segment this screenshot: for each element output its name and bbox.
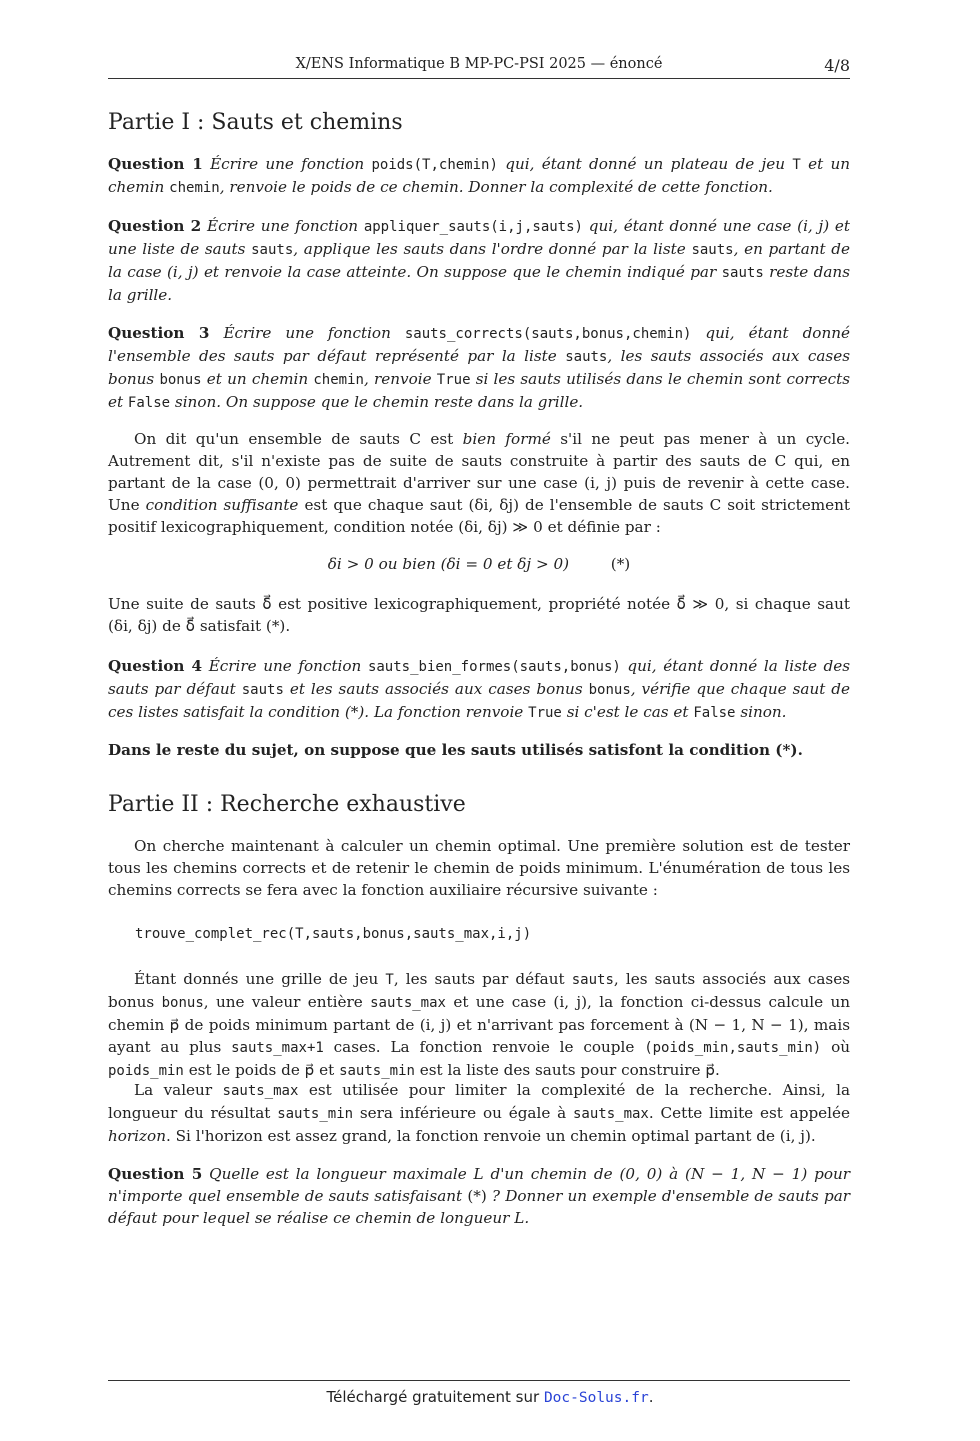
equation-star: δi > 0 ou bien (δi = 0 et δj > 0) (*): [327, 555, 631, 573]
footer-divider: [108, 1380, 850, 1381]
question-5: Question 5 Quelle est la longueur maximale L d'un chemin de (0, 0) à (N − 1, N − 1) pour n'importe quel ensemble de sauts satisfaisant (*) ? Donner un exemple d'ensemble de sauts par défaut pour lequel se réalise ce chemin de longueur L.: [108, 1165, 851, 1227]
header-title: X/ENS Informatique B MP-PC-PSI 2025 — énoncé: [295, 56, 663, 72]
page-header: [108, 56, 850, 79]
code-signature: trouve_complet_rec(T,sauts,bonus,sauts_max,i,j): [135, 926, 532, 942]
paragraph-suite-sauts: Une suite de sauts δ⃗ est positive lexicographiquement, propriété notée δ⃗ ≫ 0, si chaque saut (δi, δj) de δ⃗ satisfait (*).: [108, 595, 850, 635]
question-1: Question 1 Écrire une fonction poids(T,chemin) qui, étant donné un plateau de jeu T et un chemin chemin, renvoie le poids de ce chemin. Donner la complexité de cette fonction.: [108, 155, 851, 196]
paragraph-horizon: La valeur sauts_max est utilisée pour limiter la complexité de la recherche. Ainsi, la longueur du résultat sauts_min sera inférieure ou égale à sauts_max. Cette limite est appelée horizon. Si l'horizon est assez grand, la fonction renvoie un chemin optimal partant de (i, j).: [108, 1081, 851, 1145]
paragraph-bien-forme: On dit qu'un ensemble de sauts C est bien formé s'il ne peut pas mener à un cycle. Autrement dit, s'il n'existe pas de suite de sauts construite à partir des sauts de C qui, en partant de la case (0, 0) permettrait d'arriver sur une case (i, j) puis de revenir à cette case. Une condition suffisante est que chaque saut (δi, δj) de l'ensemble de sauts C soit strictement positif lexicographiquement, condition notée (δi, δj) ≫ 0 et définie par :: [108, 430, 851, 536]
part2-title: Partie II : Recherche exhaustive: [108, 792, 466, 817]
page-number: 4/8: [824, 56, 850, 75]
part1-title: Partie I : Sauts et chemins: [108, 110, 403, 135]
assumption-note: Dans le reste du sujet, on suppose que les sauts utilisés satisfont la condition (*).: [108, 741, 803, 759]
paragraph-recherche: On cherche maintenant à calculer un chemin optimal. Une première solution est de tester tous les chemins corrects et de retenir le chemin de poids minimum. L'énumération de tous les chemins corrects se fera avec la fonction auxiliaire récursive suivante :: [108, 837, 850, 899]
question-3: Question 3 Écrire une fonction sauts_corrects(sauts,bonus,chemin) qui, étant donné l'ensemble des sauts par défaut représenté par la liste sauts, les sauts associés aux cases bonus bonus et un chemin chemin, renvoie True si les sauts utilisés dans le chemin sont corrects et False sinon. On suppose que le chemin reste dans la grille.: [108, 324, 851, 411]
paragraph-fonction: Étant donnés une grille de jeu T, les sauts par défaut sauts, les sauts associés aux cases bonus bonus, une valeur entière sauts_max et une case (i, j), la fonction ci-dessus calcule un chemin p⃗ de poids minimum partant de (i, j) et n'arrivant pas forcement à (N − 1, N − 1), mais ayant au plus sauts_max+1 cases. La fonction renvoie le couple (poids_min,sauts_min) où poids_min est le poids de p⃗ et sauts_min est la liste des sauts pour construire p⃗.: [108, 970, 851, 1079]
question-4: Question 4 Écrire une fonction sauts_bien_formes(sauts,bonus) qui, étant donné la liste des sauts par défaut sauts et les sauts associés aux cases bonus bonus, vérifie que chaque saut de ces listes satisfait la condition (*). La fonction renvoie True si c'est le cas et False sinon.: [108, 657, 851, 721]
page-footer: Téléchargé gratuitement sur Doc-Solus.fr.: [326, 1388, 654, 1406]
footer-text: Téléchargé gratuitement sur: [326, 1388, 540, 1406]
doc-solus-link[interactable]: Doc-Solus.fr: [543, 1390, 649, 1406]
question-2: Question 2 Écrire une fonction appliquer_sauts(i,j,sauts) qui, étant donné une case (i, j) et une liste de sauts sauts, applique les sauts dans l'ordre donné par la liste sauts, en partant de la case (i, j) et renvoie la case atteinte. On suppose que le chemin indiqué par sauts reste dans la grille.: [108, 217, 851, 304]
